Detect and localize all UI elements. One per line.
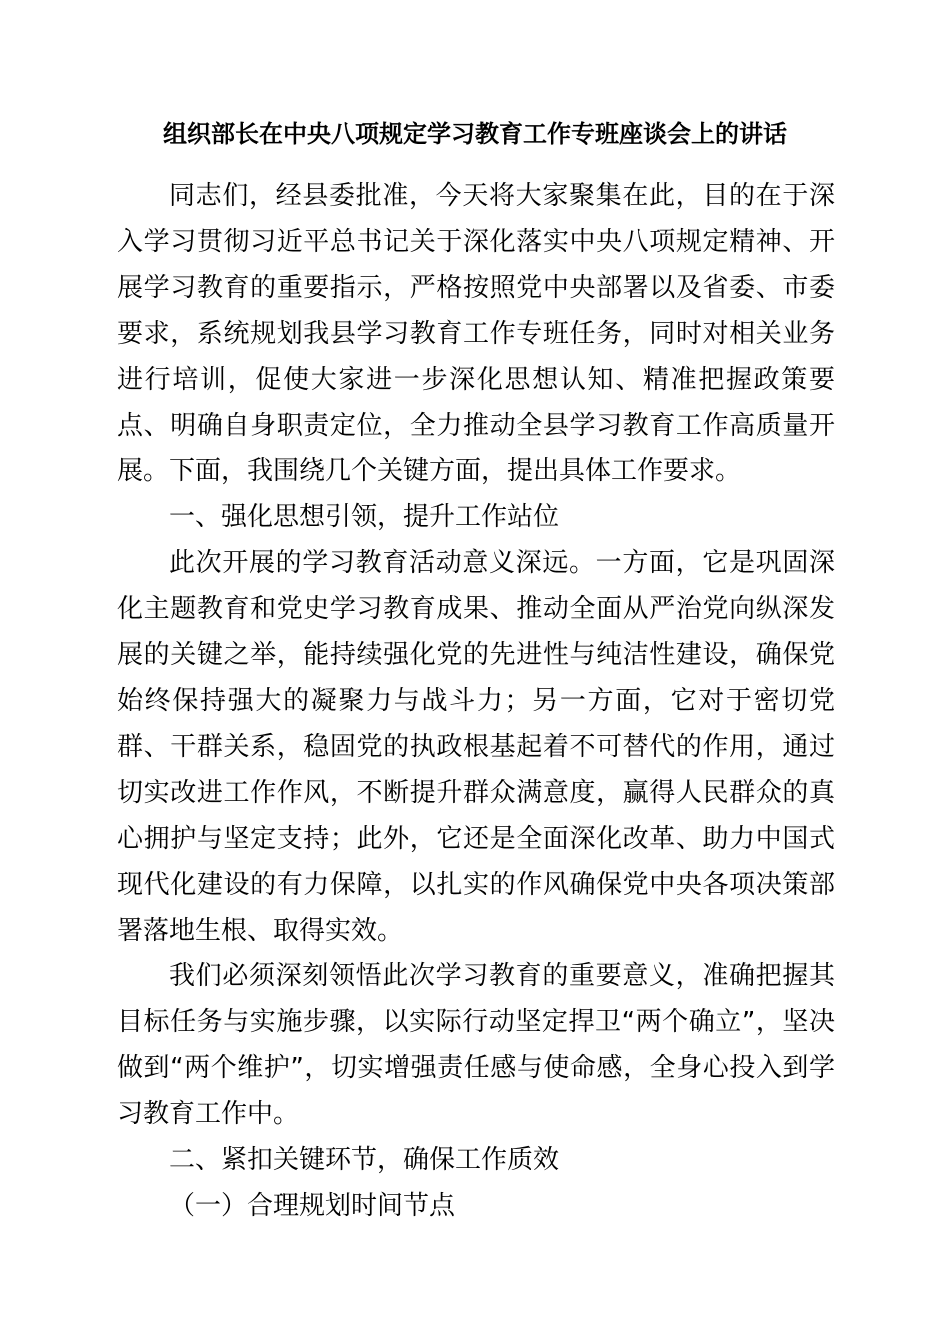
paragraph-significance: 此次开展的学习教育活动意义深远。一方面，它是巩固深化主题教育和党史学习教育成果、推动全面从严治党向纵深发展的关键之举，能持续强化党的先进性与纯洁性建设，确保党始终保持强大的凝聚力与战斗力；另一方面，它对于密切党群、干群关系，稳固党的执政根基起着不可替代的作用，通过切实改进工作作风，不断提升群众满意度，赢得人民群众的真心拥护与坚定支持；此外，它还是全面深化改革、助力中国式现代化建设的有力保障，以扎实的作风确保党中央各项决策部署落地生根、取得实效。 xyxy=(117,548,835,946)
document-title: 组织部长在中央八项规定学习教育工作专班座谈会上的讲话 xyxy=(163,120,787,148)
document-body xyxy=(117,174,835,1230)
paragraph-opening: 同志们，经县委批准，今天将大家聚集在此，目的在于深入学习贯彻习近平总书记关于深化落实中央八项规定精神、开展学习教育的重要指示，严格按照党中央部署以及省委、市委要求，系统规划我县学习教育工作专班任务，同时对相关业务进行培训，促使大家进一步深化思想认知、精准把握政策要点、明确自身职责定位，全力推动全县学习教育工作高质量开展。下面，我围绕几个关键方面，提出具体工作要求。 xyxy=(117,181,835,487)
section-heading-2: 二、紧扣关键环节，确保工作质效 xyxy=(169,1145,560,1176)
paragraph-requirement: 我们必须深刻领悟此次学习教育的重要意义，准确把握其目标任务与实施步骤，以实际行动坚定捍卫“两个确立”，坚决做到“两个维护”，切实增强责任感与使命感，全身心投入到学习教育工作中。 xyxy=(117,961,835,1130)
subsection-heading-1: （一）合理规划时间节点 xyxy=(169,1190,456,1221)
section-heading-1: 一、强化思想引领，提升工作站位 xyxy=(169,502,560,533)
